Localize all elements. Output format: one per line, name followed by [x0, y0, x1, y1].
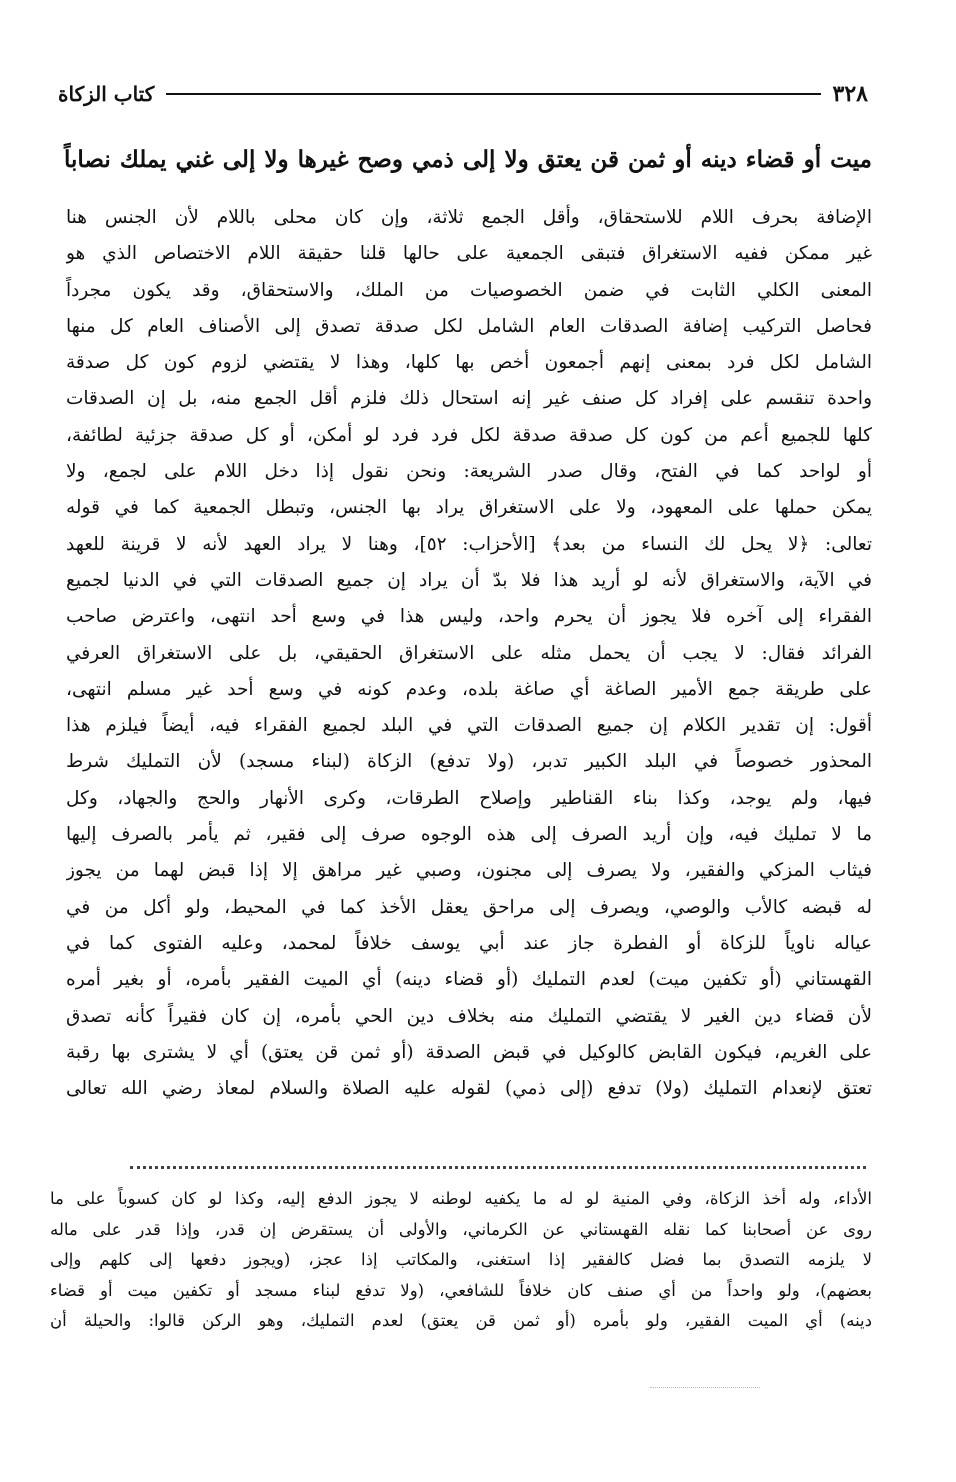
- commentary-line: تعتق لإنعدام التمليك (ولا) تدفع (إلى ذمي) لقوله عليه الصلاة والسلام لمعاذ رضي الله تعالى: [66, 1078, 872, 1100]
- commentary-line: أو لواحد كما في الفتح، وقال صدر الشريعة: ونحن نقول إذا دخل اللام على لجمع، ولا: [66, 461, 872, 483]
- footnote-line: لا يلزمه التصدق بما فضل كالفقير إذا استغنى، والمكاتب إذا عجز، (ويجوز دفعها إلى كلهم وإلى: [50, 1250, 872, 1269]
- commentary-line: الفقراء إلى آخره فلا يجوز أن يحرم واحد، وليس هذا في وسع أحد انتهى، واعترض صاحب: [66, 606, 872, 628]
- matn-text: ميت أو قضاء دينه أو ثمن قن يعتق ولا إلى ذمي وصح غيرها ولا إلى غني يملك نصاباً: [64, 146, 872, 173]
- commentary-line: فيثاب المزكي والفقير، ولا يصرف إلى مجنون، وصبي غير مراهق إلا إذا قبض لهما من يجوز: [66, 860, 872, 882]
- commentary-line: واحدة تنقسم على إفراد كل صنف غير إنه استحال ذلك فلزم أقل الجمع منه، بل إن الصدقات: [66, 388, 872, 410]
- commentary-line: الشامل لكل فرد بمعنى إنهم أجمعون أخص بها كلها، وهذا لا يقتضي لزوم كون كل صدقة: [66, 352, 872, 374]
- commentary-line: المحذور خصوصاً في البلد الكبير تدبر، (ولا تدفع) الزكاة (لبناء مسجد) لأن التمليك شرط: [66, 751, 872, 773]
- commentary-line: القهستاني (أو تكفين ميت) لعدم التمليك (أو قضاء دينه) أي الميت الفقير بأمره، أو بغير أمره: [66, 969, 872, 991]
- commentary-line: كلها للجميع أعم من كون كل صدقة صدقة لكل فرد فرد لو أمكن، أو كل صدقة جزئية لطائفة،: [66, 424, 872, 446]
- faint-mark: [650, 1387, 760, 1388]
- commentary-line: تعالى: ﴿لا يحل لك النساء من بعد﴾ [الأحزاب: ٥٢]، وهنا لا يراد العهد لأنه لا قرينة للعهد: [66, 533, 872, 555]
- commentary-line: ما لا تمليك فيه، وإن أريد الصرف إلى هذه الوجوه صرف إلى فقير، ثم يأمر بالصرف إليها: [66, 824, 872, 846]
- commentary-block: [66, 200, 872, 1107]
- page-number: ٣٢٨: [832, 81, 868, 107]
- footnote-line: روى عن أصحابنا كما نقله القهستاني عن الكرماني، والأولى أن يستقرض إن قدر، وإذا قدر على ماله: [50, 1219, 872, 1239]
- commentary-line: على الغريم، فيكون القابض كالوكيل في قبض الصدقة (أو ثمن قن يعتق) أي لا يشترى بها رقبة: [66, 1041, 872, 1063]
- commentary-line: في الآية، والاستغراق لأنه لو أريد هذا فلا بدّ أن يراد إن جميع الصدقات التي في الدنيا لجميع: [66, 569, 872, 591]
- commentary-line: غير ممكن ففيه الاستغراق فتبقى الجمعية على حالها قلنا حقيقة اللام الاختصاص الذي هو: [66, 243, 872, 265]
- footnote-line: دينه) أي الميت الفقير، ولو بأمره (أو ثمن قن يعتق) لعدم التمليك، وهو الركن قالوا: والحيلة أن: [50, 1311, 872, 1330]
- commentary-line: فيها، ولم يوجد، وكذا بناء القناطير وإصلاح الطرقات، وكرى الأنهار والحج والجهاد، وكل: [66, 787, 872, 809]
- commentary-line: الفرائد فقال: لا يجب أن يحمل مثله على الاستغراق الحقيقي، بل على الاستغراق العرفي: [66, 642, 872, 664]
- commentary-line: يمكن حملها على المعهود، ولا على الاستغراق يراد بها الجنس، وتبطل الجمعية كما في قوله: [66, 497, 872, 519]
- running-title: كتاب الزكاة: [58, 82, 155, 106]
- commentary-line: فحاصل التركيب إضافة الصدقات العام الشامل لكل صدقة تصدق إلى الأصناف العام كل منها: [66, 315, 872, 337]
- commentary-line: له قبضه كالأب والوصي، ويصرف إلى مراحق يعقل الأخذ كما في المحيط، ولو أكل من في: [66, 896, 872, 918]
- header-rule: [166, 93, 820, 95]
- footnote-line: الأداء، وله أخذ الزكاة، وفي المنية لو له ما يكفيه لوطنه لا يجوز الدفع إليه، وكذا لو كان كسوباً على ما: [50, 1189, 872, 1208]
- commentary-line: لأن قضاء دين الغير لا يقتضي التمليك منه بخلاف دين الحي بأمره، إن كان فقيراً كأنه تصدق: [66, 1005, 872, 1027]
- footnotes-block: [50, 1184, 872, 1337]
- page-header: [58, 76, 868, 112]
- commentary-line: أقول: إن تقدير الكلام إن جميع الصدقات التي في البلد لجميع الفقراء فيه، أيضاً فيلزم هذا: [66, 715, 872, 737]
- commentary-line: عياله ناوياً للزكاة أو الفطرة جاز عند أبي يوسف خلافاً لمحمد، وعليه الفتوى كما في: [66, 932, 872, 954]
- footnote-line: بعضهم)، ولو واحداً من أي صنف كان خلافاً للشافعي، (ولا تدفع لبناء مسجد أو تكفين ميت أو قضاء: [50, 1280, 872, 1300]
- commentary-line: الإضافة بحرف اللام للاستحقاق، وأقل الجمع ثلاثة، وإن كان محلى باللام لأن الجنس هنا: [66, 207, 872, 228]
- commentary-line: على طريقة جمع الأمير الصاغة أي صاغة بلده، وعدم كونه في وسع أحد غير مسلم انتهى،: [66, 678, 872, 700]
- footnote-separator: [130, 1166, 866, 1169]
- commentary-line: المعنى الكلي الثابت في ضمن الخصوصيات من الملك، والاستحقاق، وقد يكون مجرداً: [66, 279, 872, 301]
